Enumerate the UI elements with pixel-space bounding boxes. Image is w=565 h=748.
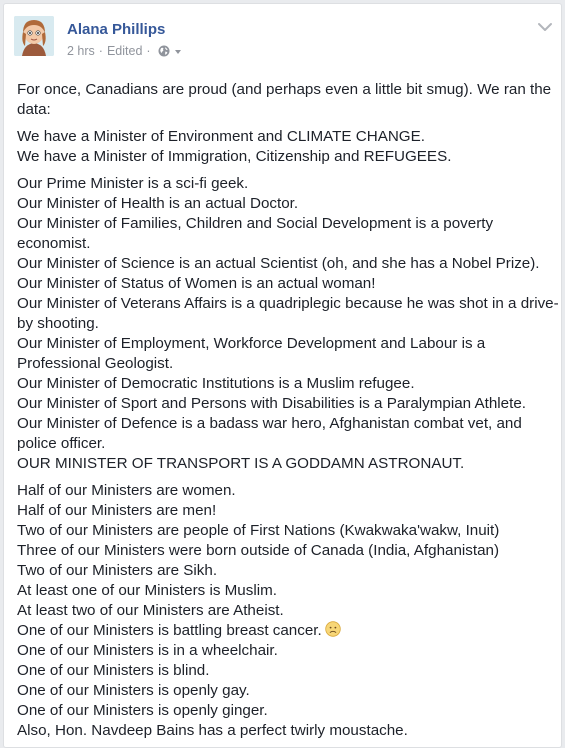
globe-icon[interactable]	[158, 45, 170, 57]
text-line: We have a Minister of Immigration, Citizenship and REFUGEES.	[17, 148, 452, 165]
text-line: At least two of our Ministers are Atheist.	[17, 602, 284, 619]
text-line: Our Minister of Science is an actual Scientist (oh, and she has a Nobel Prize).	[17, 255, 540, 272]
timestamp[interactable]: 2 hrs	[67, 44, 95, 58]
text-line: One of our Ministers is openly gay.	[17, 682, 250, 699]
text-line: Three of our Ministers were born outside of Canada (India, Afghanistan)	[17, 542, 500, 559]
text-line: Our Minister of Families, Children and Social Development is a poverty economist.	[17, 215, 494, 252]
text-line: OUR MINISTER OF TRANSPORT IS A GODDAMN ASTRONAUT.	[17, 455, 465, 472]
text-line: Our Minister of Defence is a badass war hero, Afghanistan combat vet, and police officer.	[17, 415, 522, 452]
text-line: Our Minister of Democratic Institutions is a Muslim refugee.	[17, 375, 415, 392]
sad-face-emoji-icon	[325, 621, 341, 637]
post-intro: For once, Canadians are proud (and perhaps even a little bit smug). We ran the data:	[17, 81, 552, 118]
post-meta	[67, 43, 181, 59]
author-name[interactable]: Alana Phillips	[67, 21, 166, 38]
text-line: One of our Ministers is blind.	[17, 662, 210, 679]
emoji-line	[17, 621, 559, 641]
edited-label[interactable]: Edited	[106, 44, 143, 58]
paragraph-stats	[17, 481, 559, 741]
avatar-cartoon-icon	[14, 16, 54, 56]
text-line: Half of our Ministers are men!	[17, 502, 217, 519]
text-line: We have a Minister of Environment and CLIMATE CHANGE.	[17, 128, 425, 145]
text-line: One of our Ministers is openly ginger.	[17, 702, 268, 719]
text-line: Two of our Ministers are Sikh.	[17, 562, 218, 579]
meta-separator: ·	[98, 44, 103, 58]
text-line: Half of our Ministers are women.	[17, 482, 236, 499]
post-card	[3, 3, 562, 748]
text-line: Our Minister of Health is an actual Doctor.	[17, 195, 299, 212]
caret-down-icon[interactable]	[175, 50, 181, 54]
text-line: One of our Ministers is in a wheelchair.	[17, 642, 278, 659]
text-line: One of our Ministers is battling breast cancer.	[17, 622, 322, 639]
paragraph-ministries	[17, 127, 559, 167]
text-line: Our Minister of Veterans Affairs is a quadriplegic because he was shot in a drive-by shooting.	[17, 295, 559, 332]
text-line: At least one of our Ministers is Muslim.	[17, 582, 277, 599]
text-line: Our Minister of Status of Women is an actual woman!	[17, 275, 376, 292]
text-line: Our Minister of Sport and Persons with Disabilities is a Paralympian Athlete.	[17, 395, 527, 412]
meta-separator-2: ·	[146, 44, 151, 58]
text-line: Two of our Ministers are people of First Nations (Kwakwaka'wakw, Inuit)	[17, 522, 500, 539]
text-line: Our Prime Minister is a sci-fi geek.	[17, 175, 249, 192]
post-body	[17, 80, 559, 748]
paragraph-ministers	[17, 174, 559, 474]
text-line: Also, Hon. Navdeep Bains has a perfect twirly moustache.	[17, 722, 408, 739]
avatar[interactable]	[14, 16, 54, 56]
text-line: Our Minister of Employment, Workforce Development and Labour is a Professional Geologist.	[17, 335, 486, 372]
chevron-down-icon[interactable]	[537, 21, 553, 33]
